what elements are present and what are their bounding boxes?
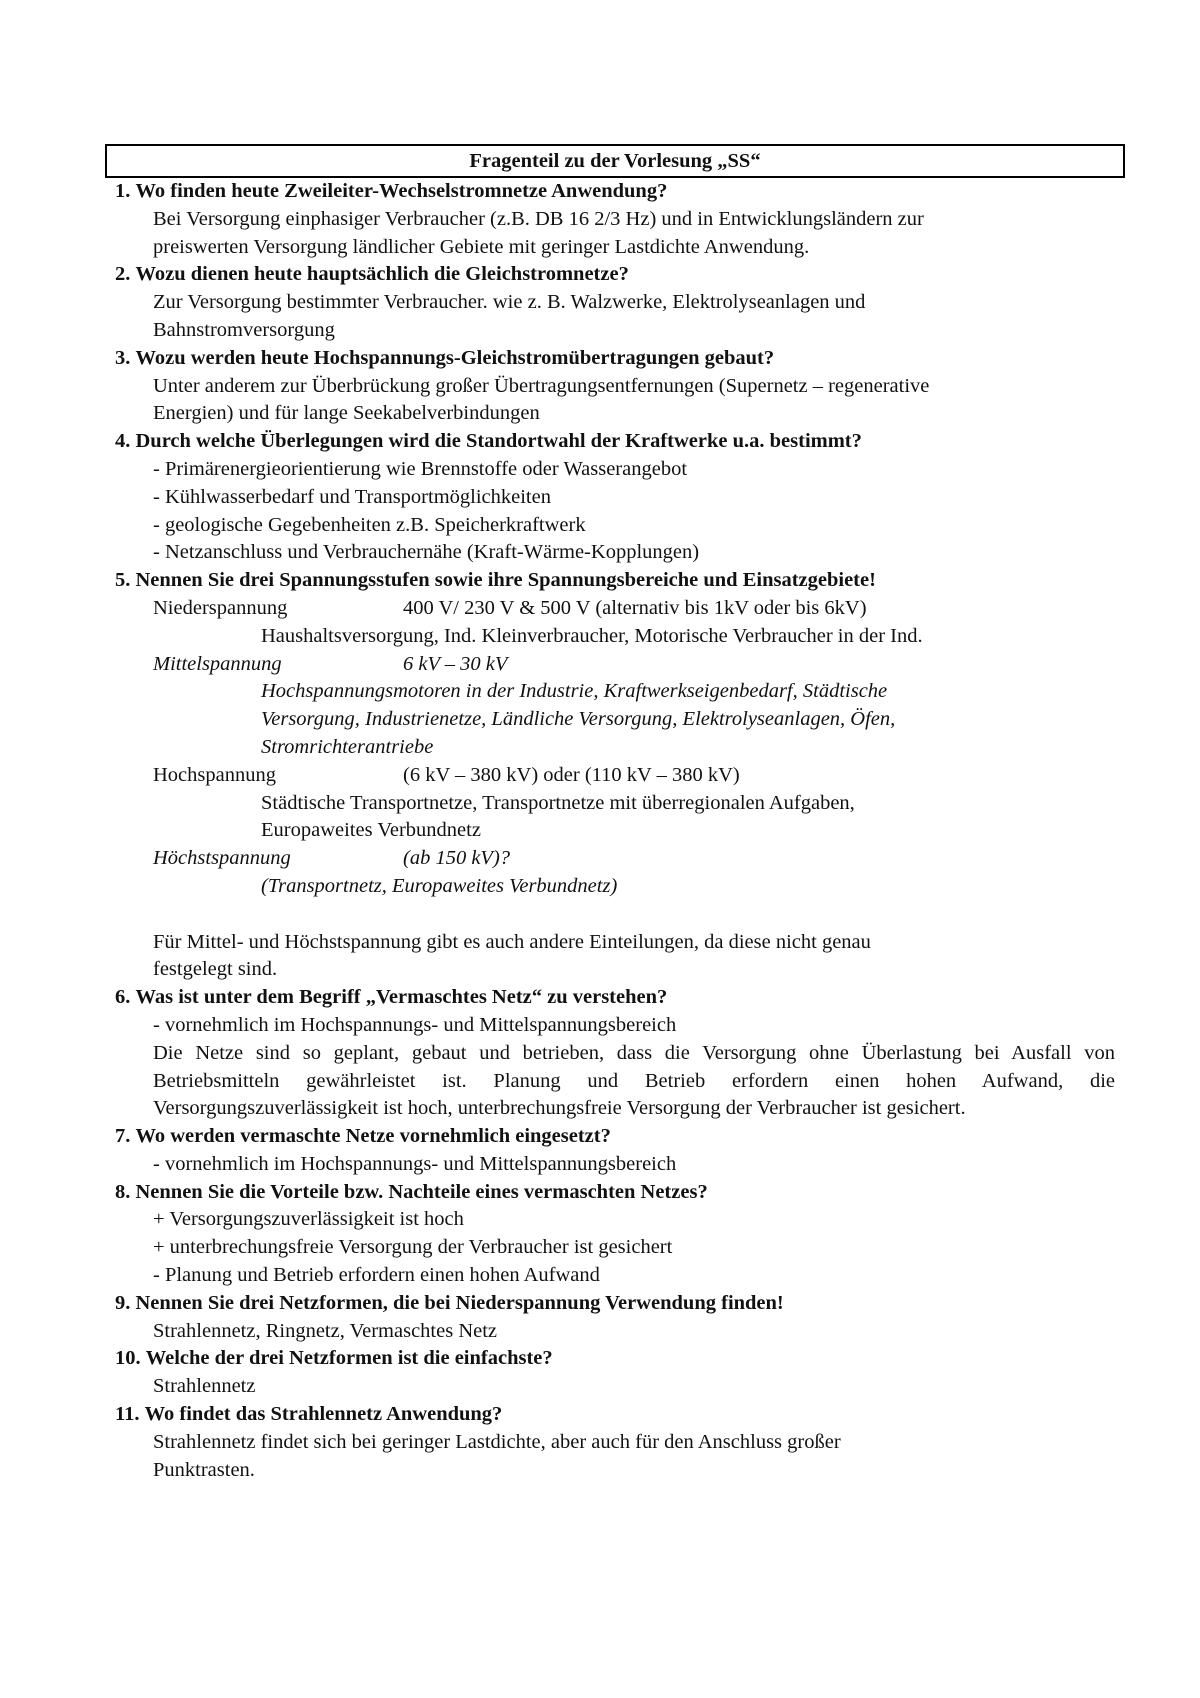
question-number: 4.	[115, 430, 136, 453]
question-number: 8.	[115, 1180, 136, 1203]
voltage-level-range: 6 kV – 30 kV	[403, 652, 508, 675]
question-number: 1.	[115, 180, 136, 202]
voltage-level-mittelspannung	[115, 651, 1115, 762]
answer-line: Strahlennetz findet sich bei geringer Lastdichte, aber auch für den Anschluss großer	[153, 1430, 841, 1453]
voltage-level-uses: Stromrichterantriebe	[261, 735, 434, 758]
question-number: 5.	[115, 569, 136, 592]
voltage-level-niederspannung	[115, 595, 1115, 651]
answer-line: - vornehmlich im Hochspannungs- und Mittelspannungsbereich	[153, 1013, 677, 1036]
answer-3	[115, 373, 1115, 429]
voltage-level-name: Hochspannung	[153, 763, 276, 786]
voltage-level-uses: Europaweites Verbundnetz	[261, 819, 481, 842]
voltage-level-hochspannung	[115, 762, 1115, 845]
voltage-level-uses: Hochspannungsmotoren in der Industrie, Kraftwerkseigenbedarf, Städtische	[261, 680, 888, 703]
answer-line: + Versorgungszuverlässigkeit ist hoch	[153, 1208, 464, 1231]
document	[115, 144, 1115, 1484]
voltage-level-range: (6 kV – 380 kV) oder (110 kV – 380 kV)	[403, 763, 740, 786]
question-text: Nennen Sie drei Netzformen, die bei Niederspannung Verwendung finden!	[135, 1291, 784, 1314]
voltage-level-range: 400 V/ 230 V & 500 V (alternativ bis 1kV oder bis 6kV)	[403, 596, 867, 619]
answer-line: - Netzanschluss und Verbrauchernähe (Kraft-Wärme-Kopplungen)	[153, 541, 700, 564]
voltage-level-hoechstspannung	[115, 845, 1115, 901]
question-5	[115, 567, 1115, 595]
answer-line: + unterbrechungsfreie Versorgung der Verbraucher ist gesichert	[153, 1236, 673, 1259]
question-number: 6.	[115, 986, 136, 1009]
question-text: Nennen Sie die Vorteile bzw. Nachteile eines vermaschten Netzes?	[135, 1180, 708, 1203]
answer-1	[115, 206, 1115, 262]
answer-line: - geologische Gegebenheiten z.B. Speicherkraftwerk	[153, 513, 586, 536]
question-text: Was ist unter dem Begriff „Vermaschtes Netz“ zu verstehen?	[135, 986, 668, 1009]
voltage-level-uses: Städtische Transportnetze, Transportnetze mit überregionalen Aufgaben,	[261, 791, 855, 814]
voltage-level-range: (ab 150 kV)?	[403, 847, 511, 870]
voltage-level-uses: Haushaltsversorgung, Ind. Kleinverbraucher, Motorische Verbraucher in der Ind.	[261, 624, 923, 647]
question-number: 10.	[115, 1347, 146, 1370]
answer-4	[115, 456, 1115, 567]
question-11	[115, 1401, 1115, 1429]
question-7	[115, 1123, 1115, 1151]
voltage-level-uses: Versorgung, Industrienetze, Ländliche Versorgung, Elektrolyseanlagen, Öfen,	[261, 708, 896, 731]
answer-9	[115, 1318, 1115, 1346]
voltage-level-name: Höchstspannung	[153, 847, 291, 870]
question-number: 9.	[115, 1291, 136, 1314]
answer-8	[115, 1206, 1115, 1289]
question-text: Wozu werden heute Hochspannungs-Gleichstromübertragungen gebaut?	[135, 346, 775, 369]
document-title: Fragenteil zu der Vorlesung „SS“	[105, 144, 1125, 178]
answer-7	[115, 1151, 1115, 1179]
voltage-level-uses: (Transportnetz, Europaweites Verbundnetz)	[261, 874, 618, 897]
answer-line: Strahlennetz, Ringnetz, Vermaschtes Netz	[153, 1319, 498, 1342]
answer-line: Für Mittel- und Höchstspannung gibt es auch andere Einteilungen, da diese nicht genau	[153, 930, 871, 953]
question-4	[115, 428, 1115, 456]
question-text: Wo findet das Strahlennetz Anwendung?	[144, 1403, 503, 1426]
voltage-level-name: Niederspannung	[153, 596, 288, 619]
voltage-level-name: Mittelspannung	[153, 652, 282, 675]
question-2	[115, 261, 1115, 289]
question-1	[115, 178, 1115, 206]
answer-5-note	[115, 929, 1115, 985]
question-text: Wo werden vermaschte Netze vornehmlich eingesetzt?	[135, 1125, 611, 1148]
answer-10	[115, 1373, 1115, 1401]
spacer	[115, 901, 1115, 929]
question-8	[115, 1179, 1115, 1207]
question-text: Durch welche Überlegungen wird die Standortwahl der Kraftwerke u.a. bestimmt?	[135, 430, 862, 453]
answer-line: Bahnstromversorgung	[153, 318, 335, 341]
answer-line: Punktrasten.	[153, 1458, 255, 1481]
question-6	[115, 984, 1115, 1012]
question-text: Nennen Sie drei Spannungsstufen sowie ihre Spannungsbereiche und Einsatzgebiete!	[135, 569, 876, 592]
question-text: Wozu dienen heute hauptsächlich die Gleichstromnetze?	[135, 263, 629, 286]
answer-paragraph: Die Netze sind so geplant, gebaut und betrieben, dass die Versorgung ohne Überlastung bei Ausfall von Betriebsmitteln gewährleistet ist. Planung und Betrieb erfordern einen hohen Aufwand, die Versorgungszuverlässigkeit ist hoch, unterbrechungsfreie Versorgung der Verbraucher ist gesichert.	[153, 1041, 1115, 1120]
question-number: 3.	[115, 346, 136, 369]
question-number: 2.	[115, 263, 136, 286]
answer-line: Bei Versorgung einphasiger Verbraucher (z.B. DB 16 2/3 Hz) und in Entwicklungsländern zur	[153, 207, 924, 230]
answer-line: Energien) und für lange Seekabelverbindungen	[153, 402, 540, 425]
answer-11	[115, 1429, 1115, 1485]
question-text: Wo finden heute Zweileiter-Wechselstromnetze Anwendung?	[135, 180, 668, 202]
question-number: 7.	[115, 1125, 136, 1148]
answer-line: - Primärenergieorientierung wie Brennstoffe oder Wasserangebot	[153, 457, 688, 480]
question-number: 11.	[115, 1403, 145, 1426]
answer-line: Unter anderem zur Überbrückung großer Übertragungsentfernungen (Supernetz – regenerative	[153, 374, 930, 397]
question-9	[115, 1290, 1115, 1318]
question-text: Welche der drei Netzformen ist die einfachste?	[145, 1347, 553, 1370]
answer-6	[115, 1012, 1115, 1123]
answer-line: preiswerten Versorgung ländlicher Gebiete mit geringer Lastdichte Anwendung.	[153, 235, 810, 258]
answer-line: - Planung und Betrieb erfordern einen hohen Aufwand	[153, 1264, 600, 1287]
answer-line: - Kühlwasserbedarf und Transportmöglichkeiten	[153, 485, 551, 508]
question-3	[115, 345, 1115, 373]
answer-line: Zur Versorgung bestimmter Verbraucher. wie z. B. Walzwerke, Elektrolyseanlagen und	[153, 291, 866, 314]
answer-line: Strahlennetz	[153, 1375, 256, 1398]
answer-line: - vornehmlich im Hochspannungs- und Mittelspannungsbereich	[153, 1152, 677, 1175]
question-10	[115, 1345, 1115, 1373]
answer-line: festgelegt sind.	[153, 958, 278, 981]
answer-2	[115, 289, 1115, 345]
